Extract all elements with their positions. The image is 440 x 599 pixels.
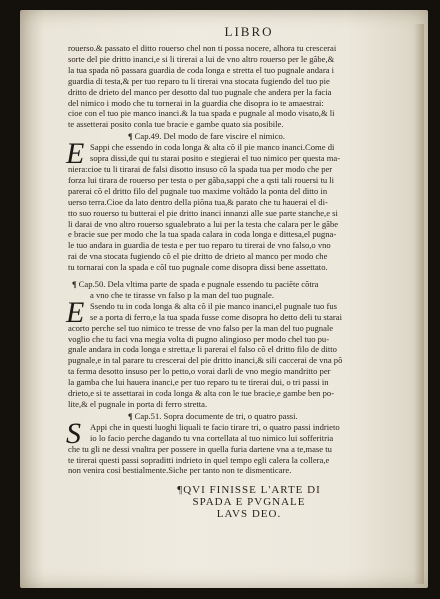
page-content — [68, 24, 430, 520]
paragraph-1 — [68, 43, 430, 130]
chapter-title: Cap.49. Del modo de fare viscire el nimico. — [134, 131, 286, 142]
text-line: parerai cõ el dritto filo del pugnale tuo maxime voltãdo la ponta del ditto in — [68, 185, 328, 196]
chapter-title: Cap.51. Sopra documente de tri, o quatro passi. — [134, 410, 298, 421]
paragraph-4-block — [66, 416, 430, 477]
paragraph-3-block — [66, 295, 430, 410]
text-line: li darai de vno altro rouerso sgualebrato a lui per la testa che calara per le gãbe — [68, 218, 339, 229]
text-line: dritto de drieto del manco per desotto dal tuo pugnale che andera per la facia — [68, 86, 332, 97]
text-line: io lo facio perche dagando tu vna cortellata al tuo nimico lui sofferitria — [90, 432, 334, 443]
text-line: acorto perche sel tuo nimico te tresse de vno falso per la man del tuo pugnale — [68, 322, 334, 333]
text-line: del nimico i modo che tu tornerai in la guardia che disopra io te amaestrai: — [68, 97, 324, 108]
text-line: Sappi che essendo in coda longa & alta cõ il pie manco inanci.Come di — [90, 142, 335, 153]
paragraph-2 — [66, 137, 430, 273]
text-line: lite,& el pugnale in porta di ferro stretta. — [68, 399, 208, 409]
colophon — [68, 484, 430, 520]
text-line: cioe con el tuo pie manco inanci.& la tua spada e pugnale al modo visato,& li — [68, 108, 335, 119]
text-line: la tua spada nõ passara guardia de coda longa e stretta el tuo pugnale andara i — [68, 64, 335, 75]
text-line: gnale andara in coda longa e stretta,e li parerai el falso cõ el dritto filo de ditto — [68, 344, 337, 355]
chapter-title-line-1: Cap.50. Dela vltima parte de spada e pugnale essendo tu paciẽte cõtra — [78, 279, 319, 290]
text-line: e bracie sue per modo che la tua spada calara in coda longa e dittesa,el pugna- — [68, 229, 337, 240]
text-line: ta ferma desotto insuso per lo petto,o vorai darli de vno megio mandritto per — [68, 366, 331, 377]
chapter-heading-51 — [68, 411, 430, 422]
colophon-line-2: SPADA E PVGNALE — [192, 496, 306, 509]
text-line: se a porta di ferro,e la tua spada fusse come disopra ho detto deli tu starai — [90, 311, 342, 322]
running-header: LIBRO — [224, 24, 274, 39]
text-line: Appi che in questi luoghi liquali te facio tirare tri, o quatro passi indrieto — [90, 421, 340, 432]
pilcrow-icon: ¶ — [177, 484, 184, 497]
text-line: pugnale,e in tal parare tu crescerai del pie dritto inanci,& sili caccerai de vna põ — [68, 355, 343, 366]
text-line: te tirerai questi passi sopraditti indrieto in quel tempo egli calera la collera,e — [68, 454, 330, 465]
text-line: forza lui tirara de rouerso per testa o per gãba,sappi che a qsti tali rouersi tu li — [68, 174, 335, 185]
pilcrow-icon: ¶ — [128, 410, 133, 421]
text-line: la gamba che lui hauera inanci,e per tuo reparo tu te tirerai dui, o tri passi in — [68, 377, 329, 388]
drop-cap: E — [66, 137, 85, 171]
drop-cap: E — [66, 295, 85, 329]
text-line: niera:cioe tu li tirarai de falsi disotto insuso cõ la spada tua per modo che per — [68, 163, 333, 174]
pilcrow-icon: ¶ — [72, 279, 77, 290]
chapter-title-line-2: a vno che te tirasse vn falso p la man del tuo pugnale. — [90, 289, 274, 300]
text-line: sorte del pie dritto inanci,e si li tirerai a lui de vno altro rouerso per le gãbe,& — [68, 53, 335, 64]
pilcrow-icon: ¶ — [128, 131, 133, 142]
text-line: uerso terra.Cioe da lato dentro della piõna tua,& parato che tu hauerai el di- — [68, 196, 328, 207]
paragraph-2-block — [66, 137, 430, 273]
text-line: voglio che tu faci vna megia volta di pugno alingioso per modo chel tuo pu- — [68, 333, 330, 344]
text-line: rouerso.& passato el ditto rouerso chel non ti possa nocere, alhora tu crescerai — [68, 43, 337, 53]
text-line: che tu gli ne dessi vnaltra per possere in quella furia dartene vna a te,mase tu — [68, 443, 332, 454]
colophon-line-3: LAVS DEO. — [216, 508, 282, 521]
text-line: tu tornarai con la spada e cõl tuo pugnale come disopra dissi bene assettato. — [68, 262, 328, 273]
text-line: non venira cosi bestialmente.Siche per tanto non te dismenticare. — [68, 465, 292, 476]
drop-cap: S — [66, 416, 81, 450]
text-line: tto suo rouerso tu butterai el pie dritto inanci innanzi alle sue parte stanche,e si — [68, 207, 338, 218]
paragraph-4 — [66, 416, 430, 477]
text-line: drieto,e si te assettarai in coda longa & alta con le tue bracie,e gambe ben po- — [68, 388, 335, 399]
text-line: le tuo andara in guardia de testa e per tuo reparo tu tirerai de vno falso,o vno — [68, 240, 331, 251]
text-line: Ssendo tu in coda longa & alta cõ il pie manco inanci,el pugnale tuo fus — [90, 300, 338, 311]
chapter-heading-49 — [68, 131, 430, 142]
paragraph-3 — [66, 295, 430, 410]
text-line: guardia di testa,& per tuo reparo tu li tirerai vna stocata fugiendo del tuo pie — [68, 75, 330, 86]
text-line: sopra dissi,de qui tu starai posito e stegierai el tuo nimico per questa ma- — [90, 153, 341, 164]
colophon-line-1: ¶QVI FINISSE L'ARTE DI — [177, 484, 321, 497]
text-line: te assetterai posito conla tue bracie e gambe quato sia posibile. — [68, 119, 284, 130]
chapter-heading-50 — [68, 279, 430, 301]
book-page — [20, 10, 428, 588]
text-line: rai de vna stocata fugiendo cõ el pie dritto de drieto al manco per modo che — [68, 251, 328, 262]
